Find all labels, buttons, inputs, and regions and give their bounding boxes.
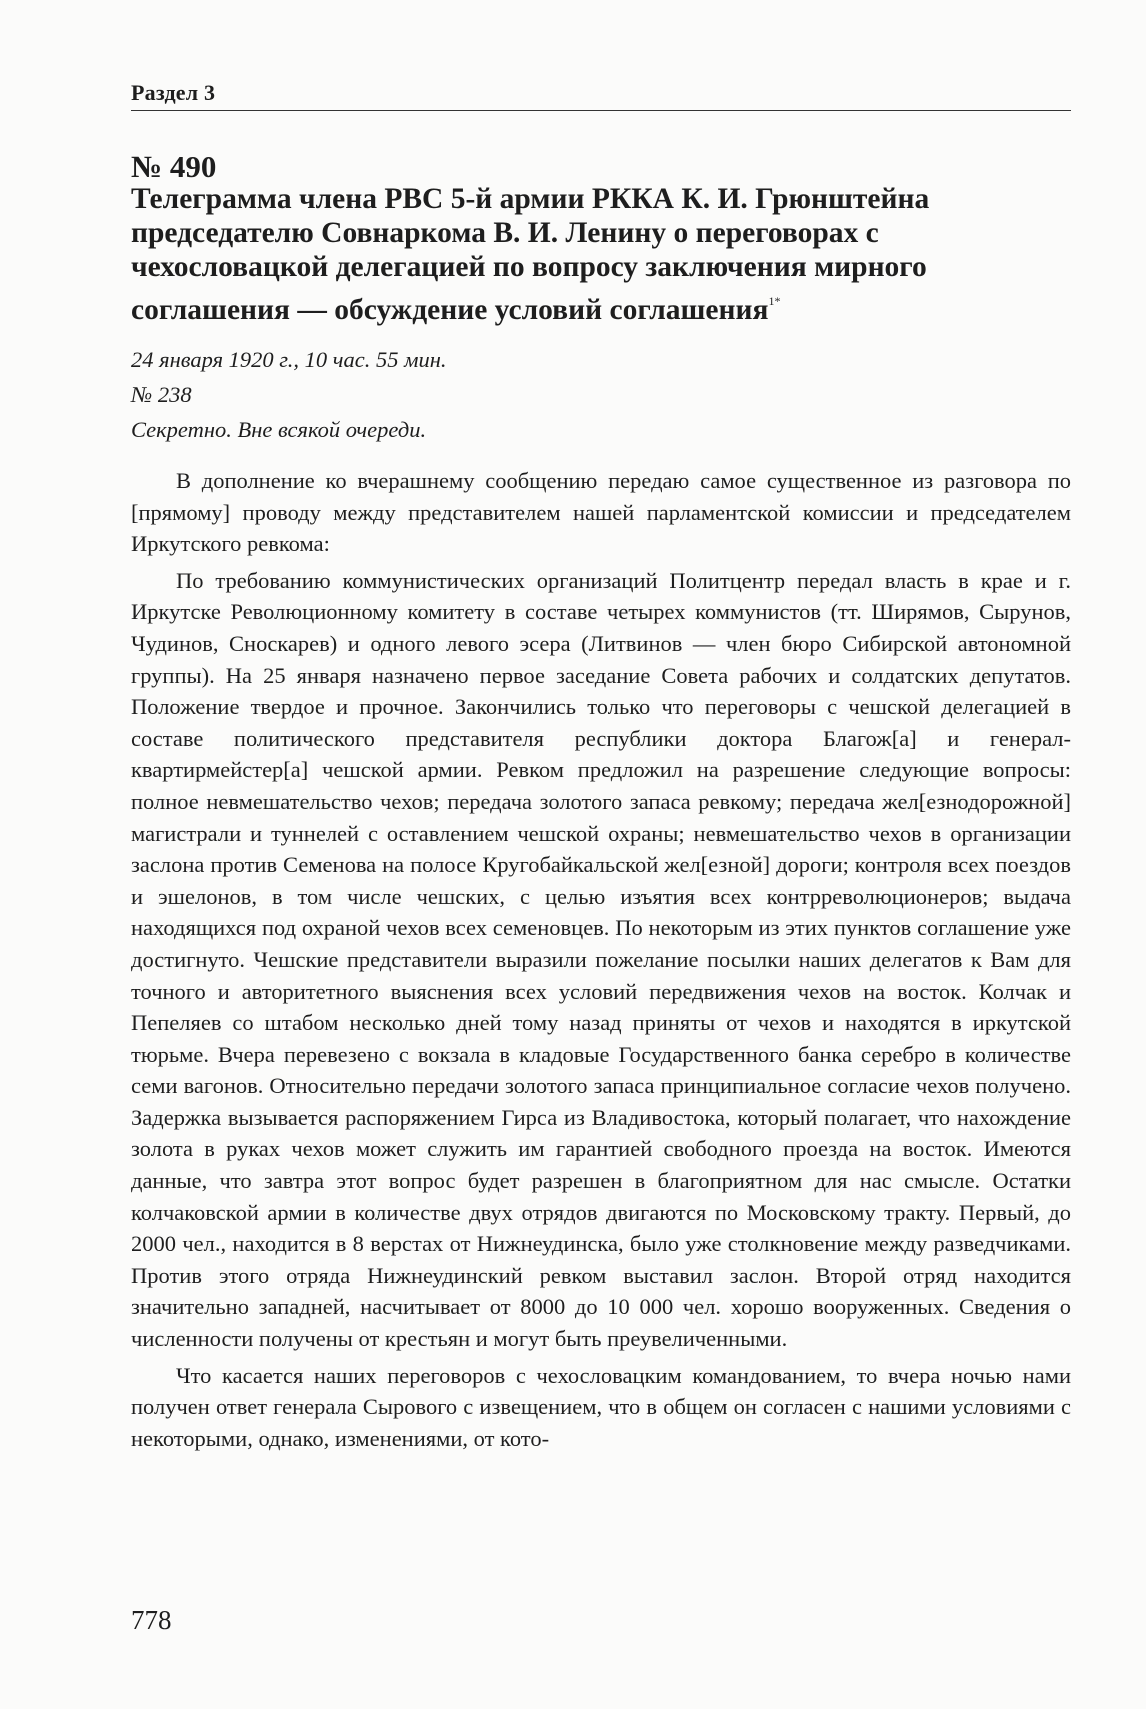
- document-number: № 490: [131, 149, 217, 184]
- page-number: 778: [131, 1605, 172, 1635]
- running-head: Раздел 3: [131, 80, 216, 105]
- paragraph: В дополнение ко вчерашнему сообщению передаю самое существенное из разговора по [прямому] проводу между представителем нашей парламентской комиссии и председателем Иркутского ревкома:: [131, 468, 1071, 557]
- header-rule: [131, 110, 1071, 111]
- document-title-text: Телеграмма члена РВС 5-й армии РККА К. И. Грюнштейна председателю Совнаркома В. И. Ленину о переговорах с чехословацкой делегацией по вопросу заключения мирного соглашения — обсуждение условий соглашения: [131, 183, 930, 326]
- paragraph: Что касается наших переговоров с чехословацким командованием, то вчера ночью нами получен ответ генерала Сырового с извещением, что в общем он согласен с нашими условиями с некоторыми, однако, изменениями, от кото-: [131, 1362, 1071, 1451]
- document-title: [131, 182, 1076, 327]
- footnote-mark[interactable]: 1*: [768, 294, 781, 308]
- classification-note: Секретно. Вне всякой очереди.: [131, 417, 427, 442]
- paragraph: По требованию коммунистических организаций Политцентр передал власть в крае и г. Иркутске Революционному комитету в составе четырех коммунистов (тт. Ширямов, Сырунов, Чудинов, Снoскарев) и одного левого эсера (Литвинов — член бюро Сибирской автономной группы). На 25 января назначено первое заседание Совета рабочих и солдатских депутатов. Положение твердое и прочное. Закончились только что переговоры с чешской делегацией в составе политического представителя республики доктора Благож[а] и генерал-квартирмейстер[а] чешской армии. Ревком предложил на разрешение следующие вопросы: полное невмешательство чехов; передача золотого запаса ревкому; передача жел[езнодорожной] магистрали и туннелей с оставлением чешской охраны; невмешательство чехов в организации заслона против Семенова на полосе Кругобайкальской жел[езной] дороги; контроля всех поездов и эшелонов, в том числе чешских, с целью изъятия всех контрреволюционеров; выдача находящихся под охраной чехов всех семеновцев. По некоторым из этих пунктов соглашение уже достигнуто. Чешские представители выразили пожелание посылки наших делегатов к Вам для точного и авторитетного выяснения всех условий передвижения чехов на восток. Колчак и Пепеляев со штабом несколько дней тому назад приняты от чехов и находятся в иркутской тюрьме. Вчера перевезено с вокзала в кладовые Государственного банка серебро в количестве семи вагонов. Относительно передачи золотого запаса принципиальное согласие чехов получено. Задержка вызывается распоряжением Гирса из Владивостока, который полагает, что нахождение золота в руках чехов может служить им гарантией свободного проезда на восток. Имеются данные, что завтра этот вопрос будет разрешен в благоприятном для нас смысле. Остатки колчаковской армии в количестве двух отрядов двигаются по Московскому тракту. Первый, до 2000 чел., находится в 8 верстах от Нижнеудинска, было уже столкновение между разведчиками. Против этого отряда Нижнеудинский ревком выставил заслон. Второй отряд находится значительно западней, насчитывает от 8000 до 10 000 чел. хорошо вооруженных. Сведения о численности получены от крестьян и могут быть преувеличенными.: [131, 567, 1071, 1352]
- date-line: 24 января 1920 г., 10 час. 55 мин.: [131, 347, 447, 372]
- registration-number: № 238: [131, 382, 192, 407]
- document-meta: [131, 342, 447, 447]
- document-body: [131, 465, 1071, 1459]
